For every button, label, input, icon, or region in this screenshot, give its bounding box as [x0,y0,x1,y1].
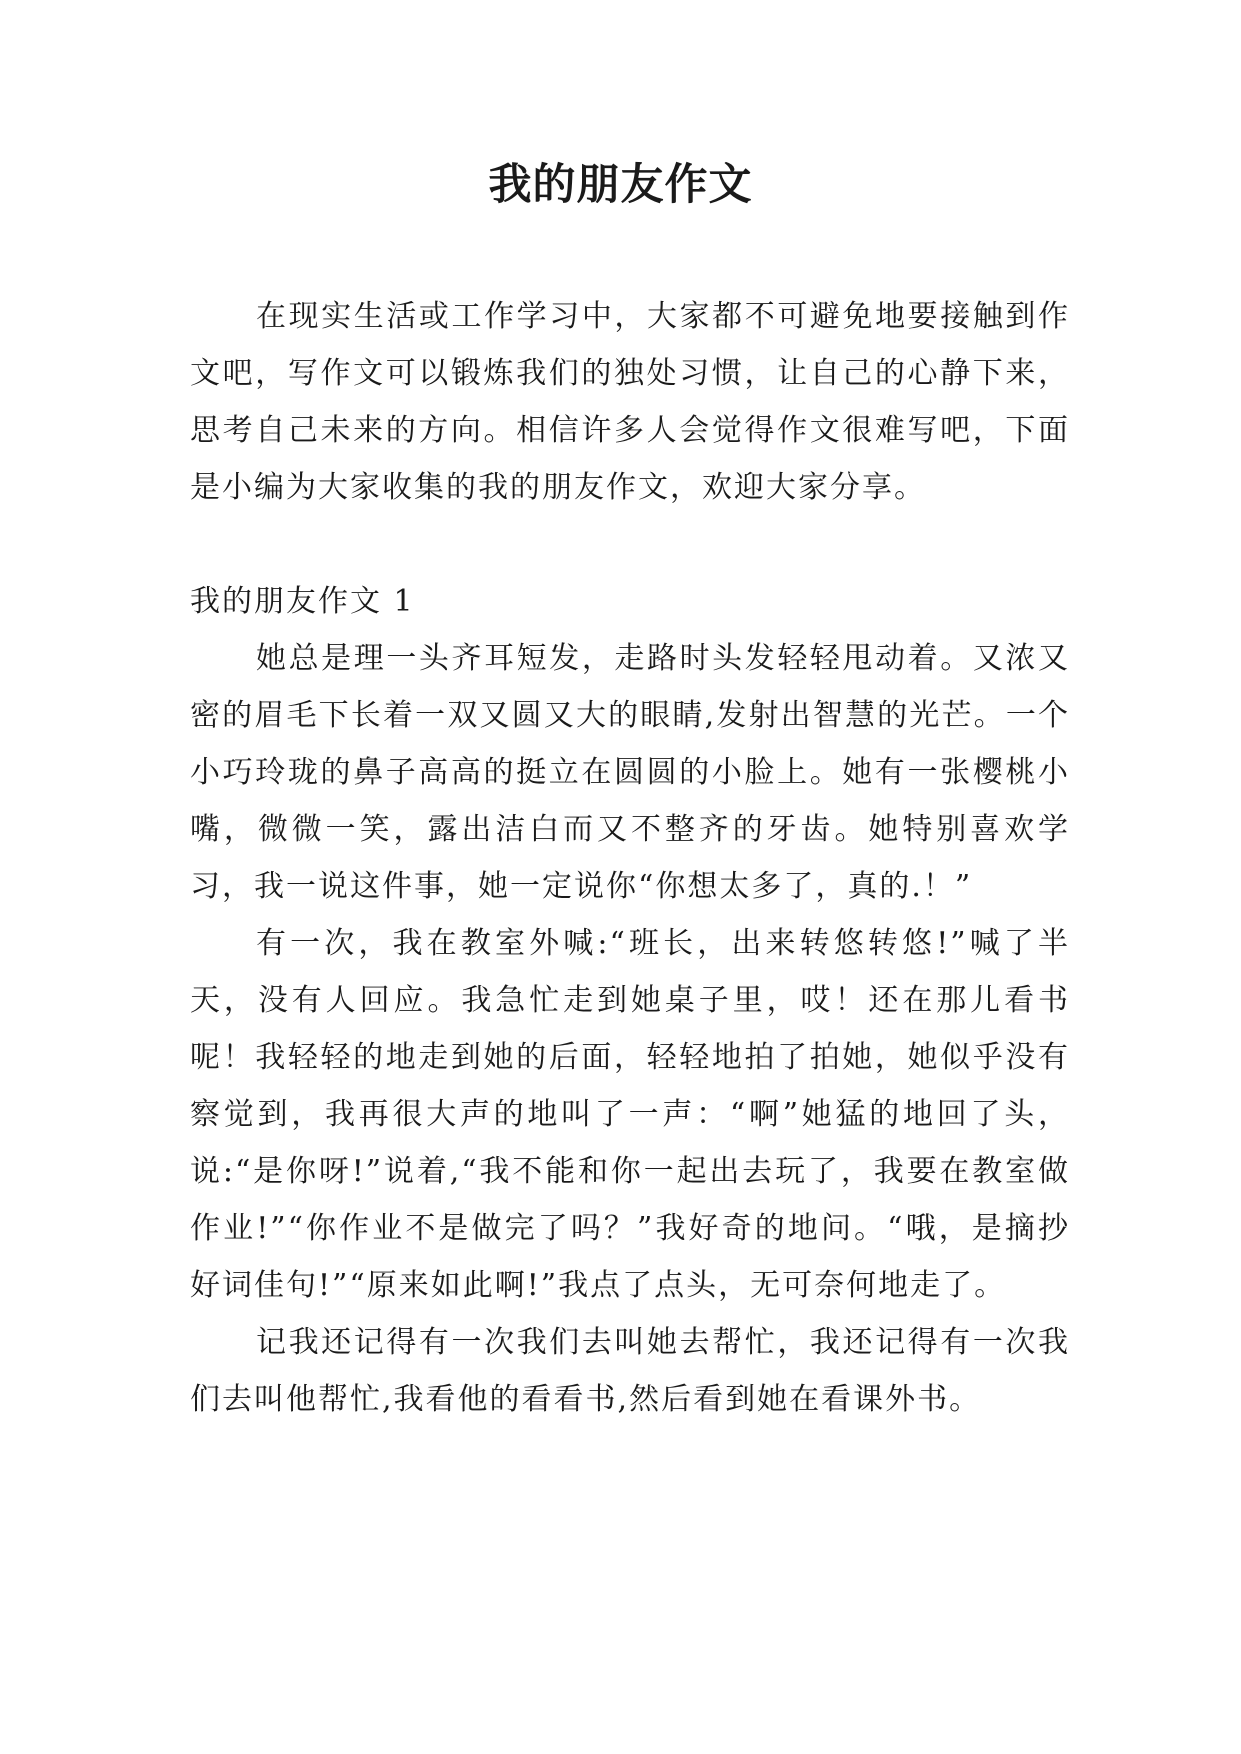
section-heading: 我的朋友作文 1 [190,584,415,619]
body-paragraph: 她总是理一头齐耳短发，走路时头发轻轻甩动着。又浓又密的眉毛下长着一双又圆又大的眼睛,发射出智慧的光芒。一个小巧玲珑的鼻子高高的挺立在圆圆的小脸上。她有一张樱桃小嘴，微微一笑，露出洁白而又不整齐的牙齿。她特别喜欢学习，我一说这件事，她一定说你“你想太多了，真的.！” [190,641,1070,904]
document-body [190,288,1070,1428]
paragraph-spacer [190,516,1070,573]
body-paragraph: 有一次，我在教室外喊:“班长，出来转悠转悠!”喊了半天，没有人回应。我急忙走到她桌子里，哎！还在那儿看书呢！我轻轻的地走到她的后面，轻轻地拍了拍她，她似乎没有察觉到，我再很大声的地叫了一声：“啊”她猛的地回了头，说:“是你呀!”说着,“我不能和你一起出去玩了，我要在教室做作业!”“你作业不是做完了吗？”我好奇的地问。“哦，是摘抄好词佳句!”“原来如此啊!”我点了点头，无可奈何地走了。 [190,926,1070,1303]
body-paragraph: 记我还记得有一次我们去叫她去帮忙，我还记得有一次我们去叫他帮忙,我看他的看看书,然后看到她在看课外书。 [190,1325,1070,1417]
intro-paragraph: 在现实生活或工作学习中，大家都不可避免地要接触到作文吧，写作文可以锻炼我们的独处习惯，让自己的心静下来，思考自己未来的方向。相信许多人会觉得作文很难写吧，下面是小编为大家收集的我的朋友作文，欢迎大家分享。 [190,299,1070,505]
document-title: 我的朋友作文 [488,160,753,210]
